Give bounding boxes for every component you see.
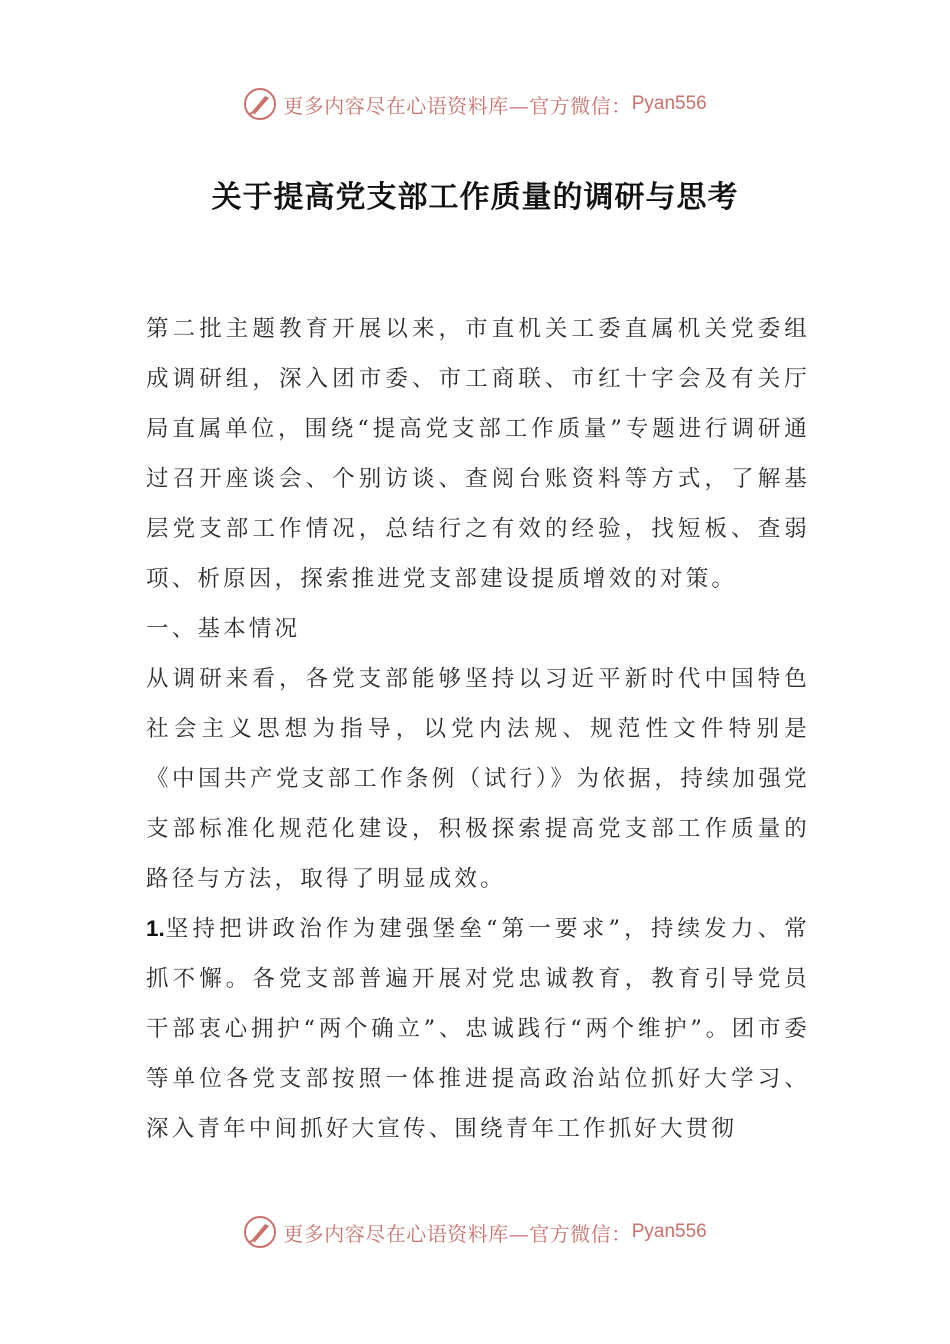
- watermark-text: 更多内容尽在心语资料库—官方微信：: [283, 1221, 632, 1246]
- quill-pen-logo-icon: [243, 87, 277, 121]
- watermark-text: 更多内容尽在心语资料库—官方微信：: [283, 93, 632, 118]
- list-item-number: 1.: [146, 916, 165, 941]
- footer-watermark: [0, 1212, 950, 1252]
- document-title: 关于提高党支部工作质量的调研与思考: [211, 180, 739, 215]
- section-heading: 一、基本情况: [146, 616, 301, 642]
- quill-pen-logo-icon: [243, 1215, 277, 1249]
- watermark-wechat-id: Pyan556: [631, 93, 707, 114]
- section-paragraph: 从调研来看，各党支部能够坚持以习近平新时代中国特色社会主义思想为指导，以党内法规、规范性文件特别是《中国共产党支部工作条例（试行）》为依据，持续加强党支部标准化规范化建设，积极探索提高党支部工作质量的路径与方法，取得了明显成效。: [146, 666, 810, 892]
- document-body: [146, 304, 810, 1154]
- intro-paragraph: 第二批主题教育开展以来，市直机关工委直属机关党委组成调研组，深入团市委、市工商联、市红十字会及有关厅局直属单位，围绕“提高党支部工作质量”专题进行调研通过召开座谈会、个别访谈、查阅台账资料等方式，了解基层党支部工作情况，总结行之有效的经验，找短板、查弱项、析原因，探索推进党支部建设提质增效的对策。: [146, 316, 810, 592]
- header-watermark: [0, 84, 950, 124]
- list-item-text: 坚持把讲政治作为建强堡垒“第一要求”，持续发力、常抓不懈。各党支部普遍开展对党忠诚教育，教育引导党员干部衷心拥护“两个确立”、忠诚践行“两个维护”。团市委等单位各党支部按照一体推进提高政治站位抓好大学习、深入青年中间抓好大宣传、围绕青年工作抓好大贯彻: [146, 916, 810, 1142]
- list-item-paragraph: [146, 904, 810, 1154]
- watermark-wechat-id: Pyan556: [631, 1221, 707, 1242]
